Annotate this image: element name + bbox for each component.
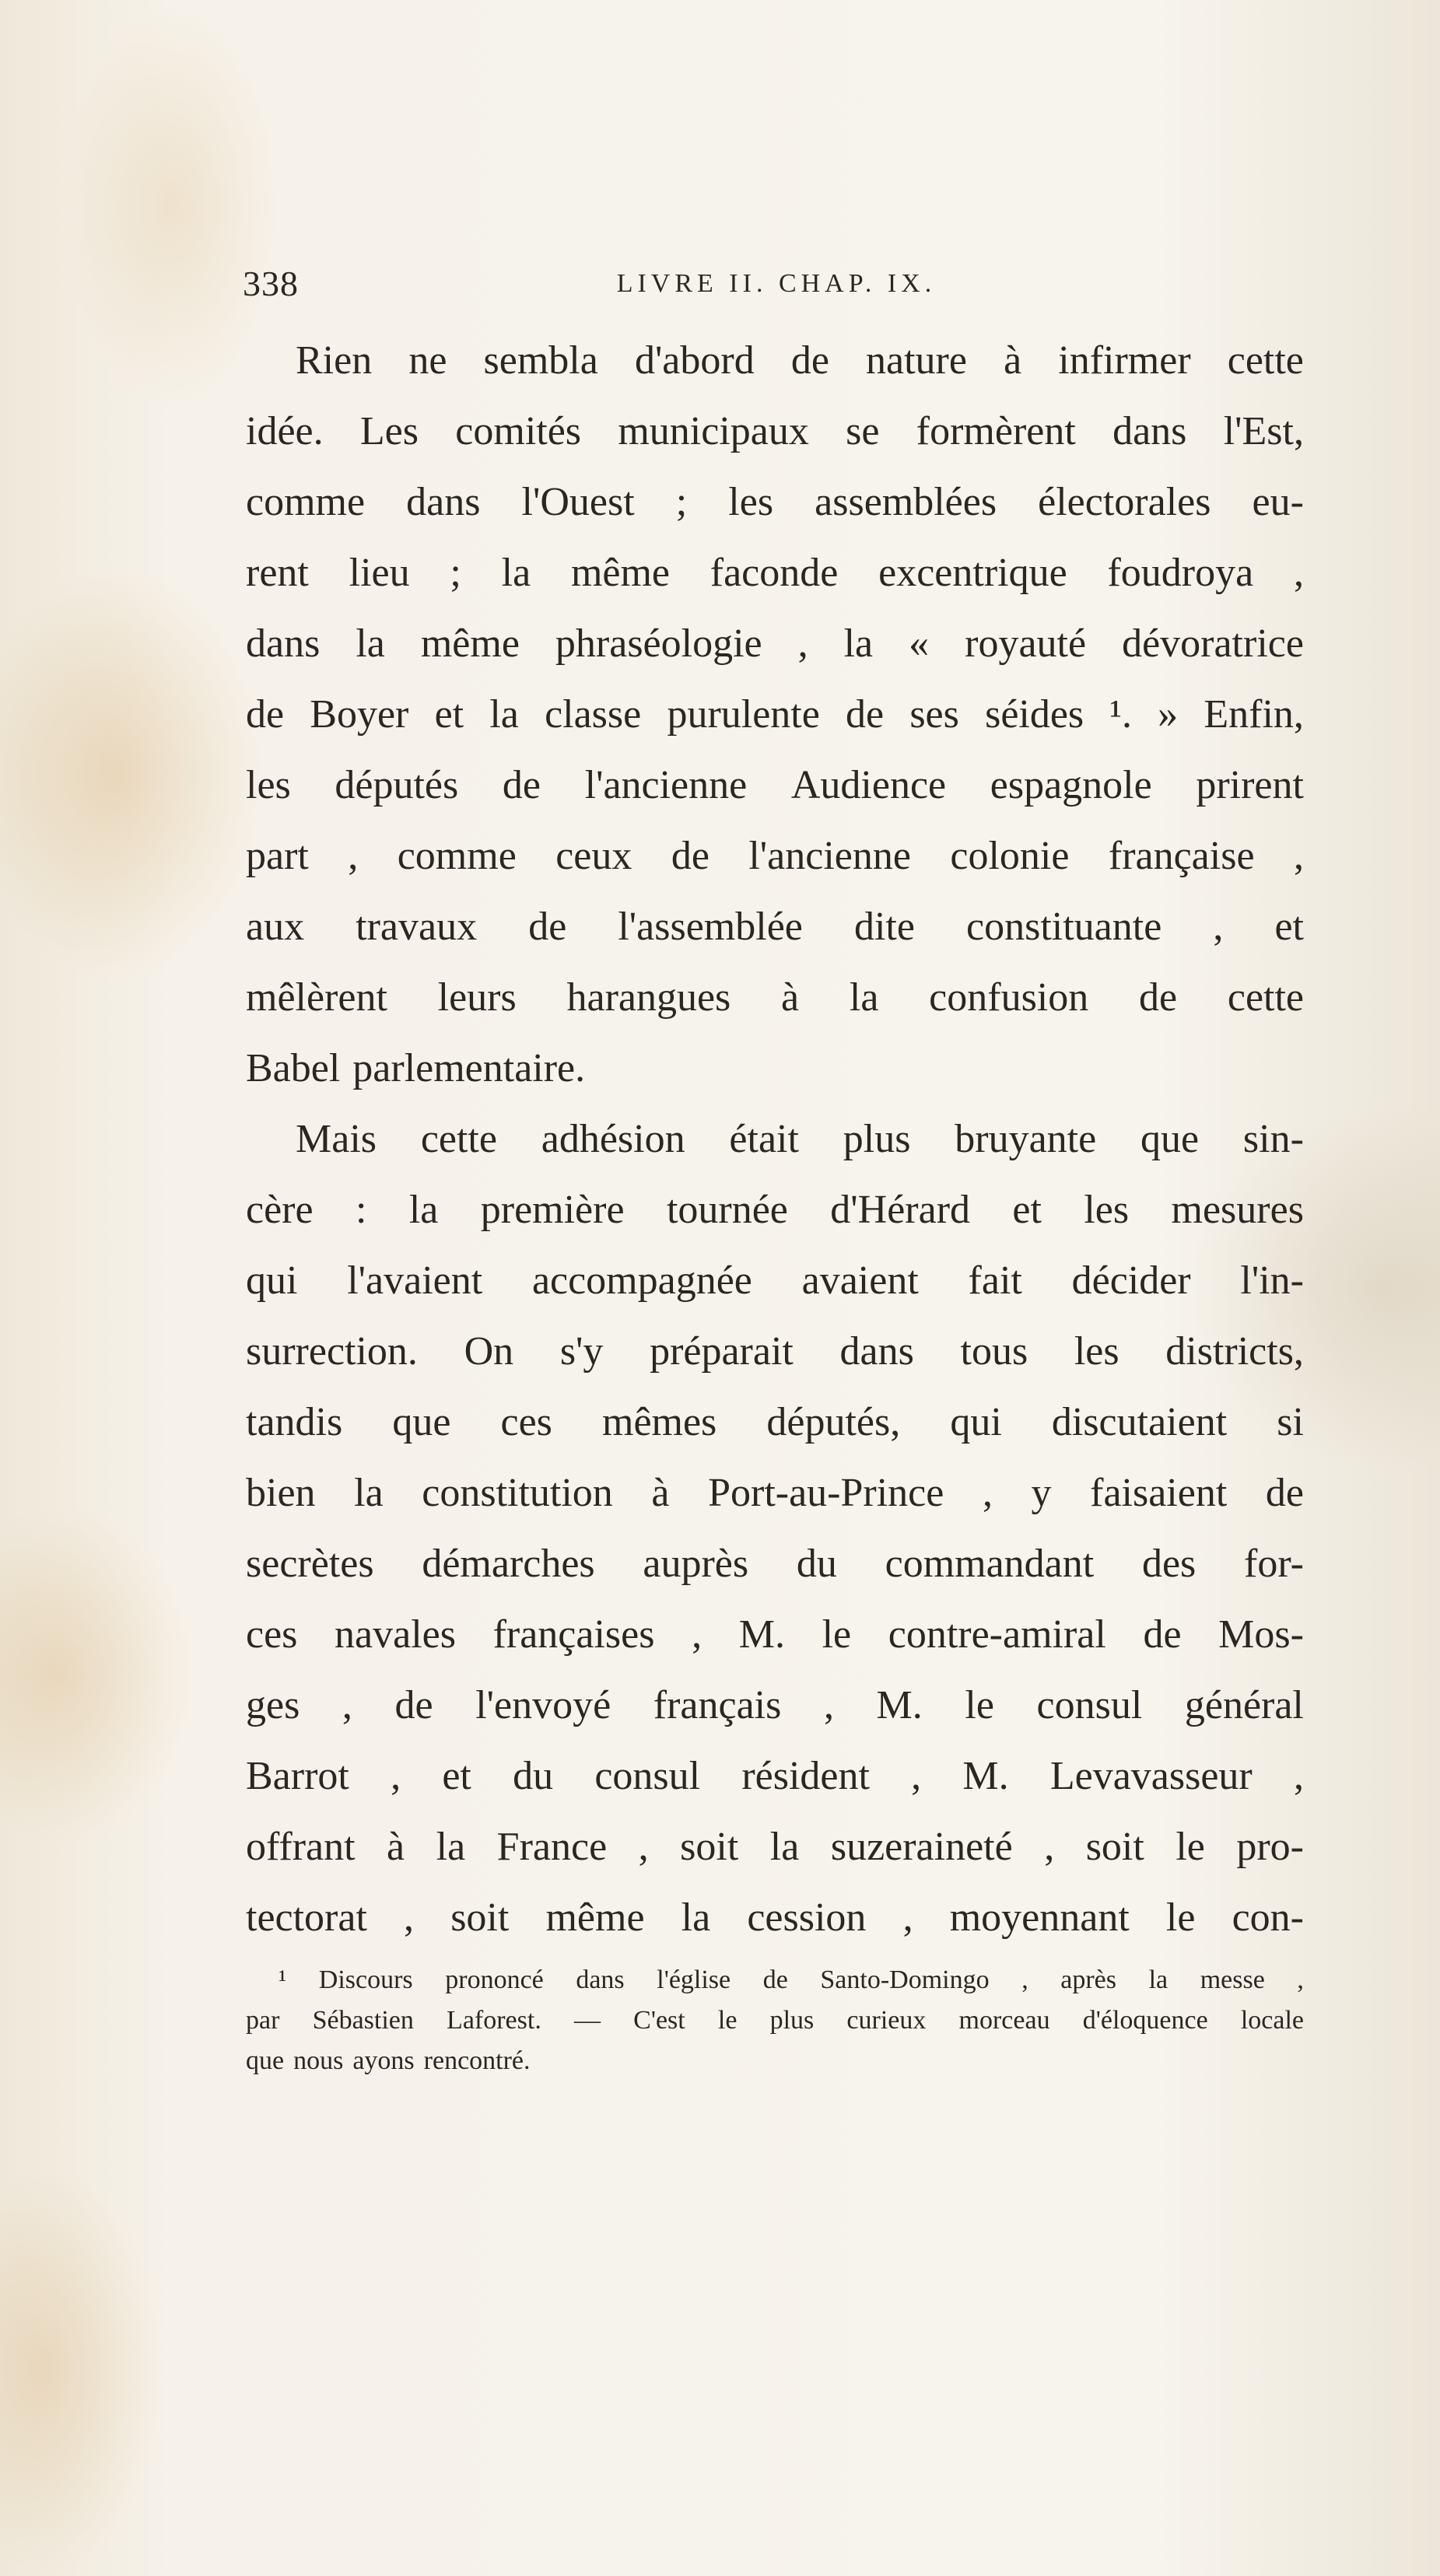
page-number: 338 [243,264,299,303]
text-line: bien la constitution à Port-au-Prince , y faisaient de [246,1471,1304,1515]
paragraph-2 [246,1104,1304,1953]
footnotes [246,1960,1304,2081]
text-line: ces navales françaises , M. le contre-amiral de Mos- [246,1612,1304,1657]
text-line: ges , de l'envoyé français , M. le consul général [246,1683,1304,1727]
body-text [246,325,1304,1953]
text-line: qui l'avaient accompagnée avaient fait décider l'in- [246,1258,1304,1303]
text-line: tandis que ces mêmes députés, qui discutaient si [246,1400,1304,1444]
text-line: Rien ne sembla d'abord de nature à infirmer cette [296,338,1304,383]
text-line: mêlèrent leurs harangues à la confusion de cette [246,975,1304,1020]
text-line: Babel parlementaire. [246,1046,586,1090]
paragraph-1 [246,325,1304,1104]
text-line: les députés de l'ancienne Audience espagnole prirent [246,763,1304,807]
text-line: Mais cette adhésion était plus bruyante que sin- [296,1117,1304,1161]
text-line: secrètes démarches auprès du commandant des for- [246,1542,1304,1586]
text-line: rent lieu ; la même faconde excentrique foudroya , [246,551,1304,595]
text-line: de Boyer et la classe purulente de ses séides ¹. » Enfin, [246,692,1304,737]
text-line: part , comme ceux de l'ancienne colonie française , [246,834,1304,878]
footnote-line: ¹ Discours prononcé dans l'église de Santo-Domingo , après la messe , [279,1965,1304,1994]
text-line: comme dans l'Ouest ; les assemblées électorales eu- [246,480,1304,524]
text-line: cère : la première tournée d'Hérard et les mesures [246,1188,1304,1232]
footnote-line: par Sébastien Laforest. — C'est le plus curieux morceau d'éloquence locale [246,2006,1304,2035]
page-header [243,263,1310,310]
text-line: surrection. On s'y préparait dans tous les districts, [246,1329,1304,1374]
text-line: Barrot , et du consul résident , M. Levavasseur , [246,1754,1304,1798]
running-head: LIVRE II. CHAP. IX. [616,269,937,298]
text-line: aux travaux de l'assemblée dite constituante , et [246,905,1304,949]
text-line: offrant à la France , soit la suzeraineté , soit le pro- [246,1825,1304,1869]
text-line: dans la même phraséologie , la « royauté dévoratrice [246,621,1304,666]
text-line: tectorat , soit même la cession , moyennant le con- [246,1895,1304,1940]
footnote-line: que nous ayons rencontré. [246,2046,531,2075]
text-line: idée. Les comités municipaux se formèrent dans l'Est, [246,409,1304,453]
